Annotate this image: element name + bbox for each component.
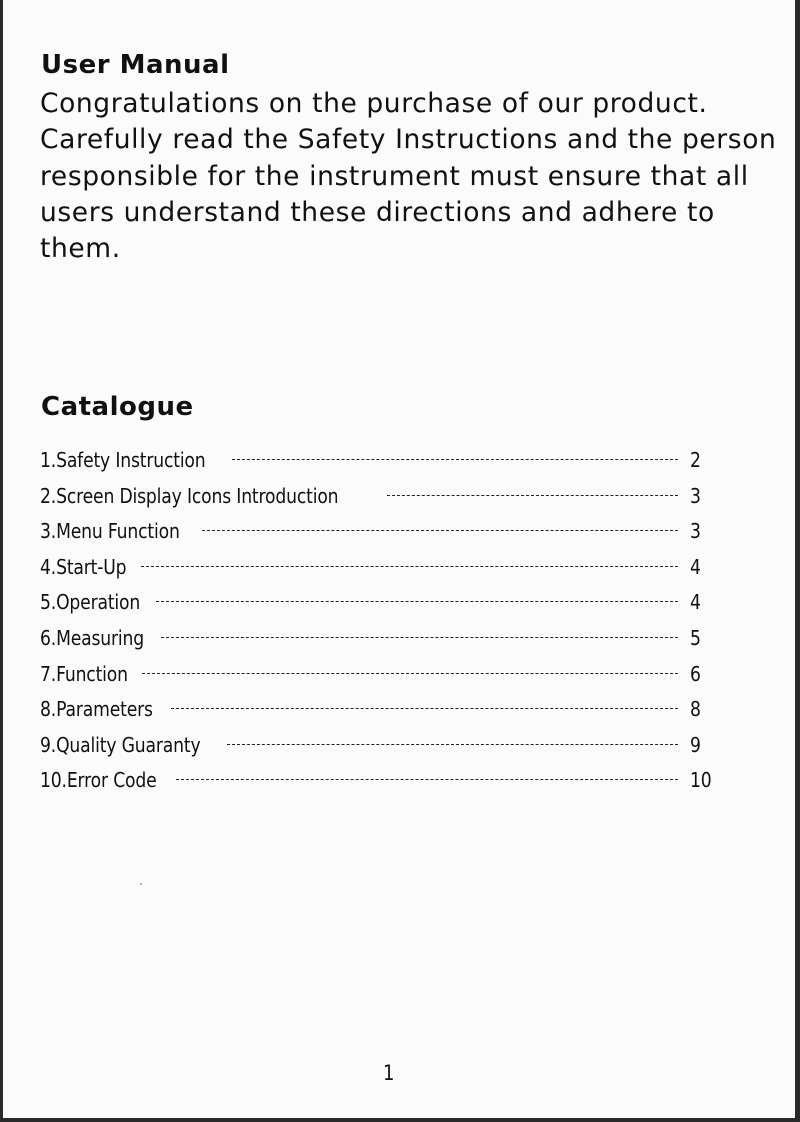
- paper-speck: [140, 883, 142, 885]
- toc-item: [40, 621, 716, 657]
- toc-item-page: 5: [690, 625, 701, 650]
- toc-item: [40, 585, 716, 621]
- toc-item-page: 4: [690, 554, 701, 579]
- toc-leader-dashes: [202, 529, 678, 531]
- toc-item: [40, 443, 716, 479]
- toc-leader-dashes: [387, 494, 678, 496]
- toc-item-page: 3: [690, 519, 701, 544]
- toc-item-page: 10: [690, 768, 712, 793]
- toc-item: [40, 763, 716, 799]
- toc-item-page: 6: [690, 661, 701, 686]
- toc-leader-dashes: [156, 600, 678, 602]
- toc-item-label: 8.Parameters: [40, 697, 153, 722]
- intro-paragraph: Congratulations on the purchase of our product. Carefully read the Safety Instructions and the person responsible for the instrument must ensure that all users understand these directions and adhere to them.: [40, 88, 777, 265]
- page-number: 1: [383, 1061, 395, 1085]
- toc-item: [40, 479, 716, 515]
- toc-item-label: 5.Operation: [40, 590, 141, 615]
- toc-item-label: 10.Error Code: [40, 768, 157, 793]
- toc-item: [40, 657, 716, 693]
- toc-leader-dashes: [142, 672, 678, 674]
- manual-page: [3, 0, 795, 1118]
- catalogue-title: Catalogue: [41, 392, 194, 422]
- toc-item-label: 7.Function: [40, 661, 128, 686]
- toc-item-label: 4.Start-Up: [40, 554, 127, 579]
- toc-item-label: 6.Measuring: [40, 625, 145, 650]
- toc-item-label: 1.Safety Instruction: [40, 448, 206, 472]
- toc-leader-dashes: [176, 778, 678, 780]
- toc-leader-dashes: [141, 565, 679, 567]
- toc-item-page: 9: [690, 732, 701, 757]
- toc-leader-dashes: [227, 743, 678, 745]
- toc-item-label: 3.Menu Function: [40, 519, 180, 544]
- toc-item-page: 2: [690, 448, 701, 472]
- toc-leader-dashes: [161, 636, 678, 638]
- manual-heading: User Manual: [41, 50, 230, 80]
- toc-item-page: 8: [690, 697, 701, 722]
- toc-item: [40, 728, 716, 764]
- toc-item-label: 9.Quality Guaranty: [40, 732, 201, 757]
- toc-item: [40, 514, 716, 550]
- toc-item: [40, 550, 716, 586]
- toc-item: [40, 692, 716, 728]
- toc-leader-dashes: [171, 707, 678, 709]
- toc-leader-dashes: [232, 458, 678, 460]
- table-of-contents: [40, 443, 716, 799]
- toc-item-page: 3: [690, 483, 701, 508]
- toc-item-label: 2.Screen Display Icons Introduction: [40, 483, 339, 508]
- toc-item-page: 4: [690, 590, 701, 615]
